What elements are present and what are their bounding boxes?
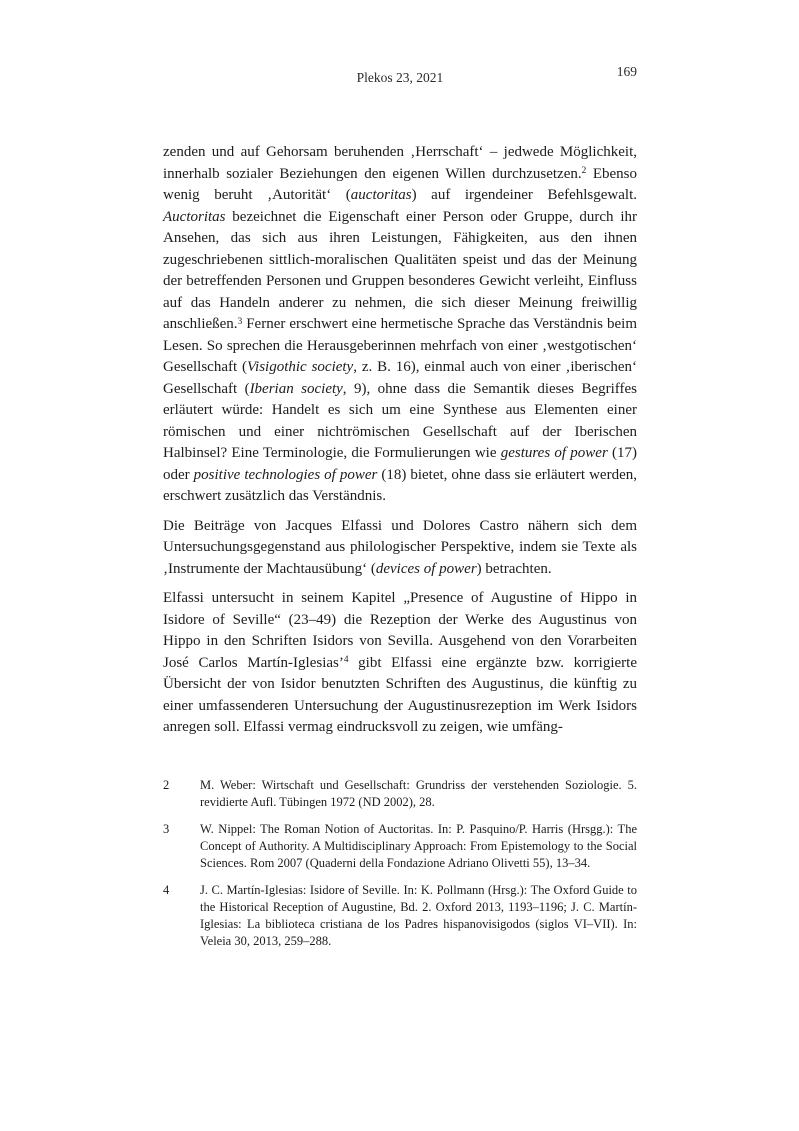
body-paragraph-1: zenden und auf Gehorsam beruhenden ‚Herrschaft‘ – jedwede Möglichkeit, innerhalb sozialer Beziehungen den eigenen Willen durchzusetzen.$^2$ Ebenso wenig beruht ‚Autorität‘ (auctoritas) auf irgendeiner Befehlsgewalt. Auctoritas bezeichnet die Eigenschaft einer Person oder Gruppe, durch ihr Ansehen, das sich aus ihren Leistungen, Fähigkeiten, aus den ihnen zugeschriebenen sittlich-moralischen Qualitäten speist und das der Meinung der betreffenden Personen und Gruppen besonderes Gewicht verleiht, Einfluss auf das Handeln anderer zu nehmen, die sich dieser Meinung freiwillig anschließen.$^3$ Ferner erschwert eine hermetische Sprache das Verständnis beim Lesen. So sprechen die Herausgeberinnen mehrfach von einer ‚westgotischen‘ Gesellschaft (Visigothic society, z. B. 16), einmal auch von einer ‚iberischen‘ Gesellschaft (Iberian society, 9), ohne dass die Semantik dieses Begriffes erläutert würde: Handelt es sich um eine Synthese aus Elementen einer römischen und einer nichtrömischen Gesellschaft auf der Iberischen Halbinsel? Eine Terminologie, die Formulierungen wie gestures of power (17) oder positive technologies of power (18) bietet, ohne dass sie erläutert werden, erschwert zusätzlich das Verständnis. bbox=[163, 144, 638, 504]
footnote-3 bbox=[163, 821, 637, 872]
footnote-number: 3 bbox=[163, 821, 170, 836]
footnote-number: 2 bbox=[163, 777, 170, 792]
footnotes-section bbox=[163, 777, 637, 950]
body-paragraph-3: Elfassi untersucht in seinem Kapitel „Presence of Augustine of Hippo in Isidore of Seville“ (23–49) die Rezeption der Werke des Augustinus von Hippo in den Schriften Isidors von Sevilla. Ausgehend von den Vorarbeiten José Carlos Martín-Iglesias’$^4$ gibt Elfassi eine ergänzte bzw. korrigierte Übersicht der von Isidor benutzten Schriften des Augustinus, die künftig zu einer umfassenderen Untersuchung der Augustinusrezeption im Werk Isidors anregen soll. Elfassi vermag eindrucksvoll zu zeigen, wie umfäng- bbox=[163, 590, 637, 735]
page-number: 169 bbox=[616, 64, 637, 79]
footnote-text: J. C. Martín-Iglesias: Isidore of Seville. In: K. Pollmann (Hrsg.): The Oxford Guide to the Historical Reception of Augustine, Bd. 2. Oxford 2013, 1193–1196; J. C. Martín-Iglesias: La biblioteca cristiana de los Padres hispanovisigodos (siglos VI–VII). In: Veleia 30, 2013, 259–288. bbox=[200, 882, 637, 948]
page-header bbox=[163, 64, 637, 86]
footnote-text: W. Nippel: The Roman Notion of Auctoritas. In: P. Pasquino/P. Harris (Hrsgg.): The Concept of Authority. A Multidisciplinary Approach: From Epistemology to the Social Sciences. Rom 2007 (Quaderni della Fondazione Adriano Olivetti 55), 13–34. bbox=[200, 821, 637, 870]
body-paragraph-2: Die Beiträge von Jacques Elfassi und Dolores Castro nähern sich dem Untersuchungsgegenstand aus philologischer Perspektive, indem sie Texte als ‚Instrumente der Machtausübung‘ (devices of power) betrachten. bbox=[163, 517, 637, 577]
footnote-2 bbox=[163, 777, 637, 811]
footnote-number: 4 bbox=[163, 882, 170, 897]
footnote-text: M. Weber: Wirtschaft und Gesellschaft: Grundriss der verstehenden Soziologie. 5. revidierte Aufl. Tübingen 1972 (ND 2002), 28. bbox=[200, 777, 637, 809]
running-title: Plekos 23, 2021 bbox=[356, 70, 444, 85]
text-block bbox=[163, 142, 637, 950]
footnote-4 bbox=[163, 882, 637, 950]
